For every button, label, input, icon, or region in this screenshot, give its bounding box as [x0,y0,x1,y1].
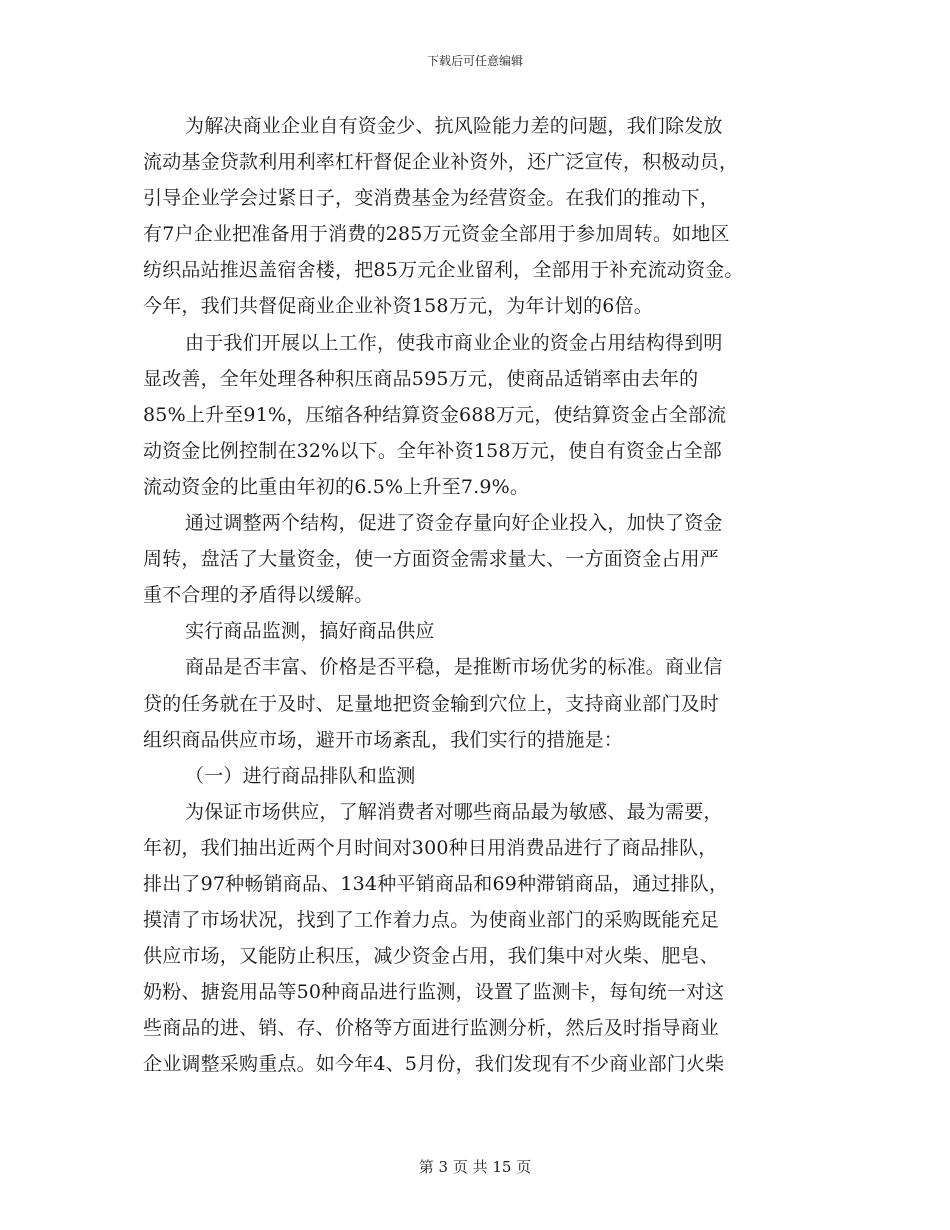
text-line: 流动基金贷款利用利率杠杆督促企业补资外，还广泛宣传，积极动员， [143,151,739,174]
text-line: 些商品的进、销、存、价格等方面进行监测分析，然后及时指导商业 [143,1017,720,1040]
text-line: 年初，我们抽出近两个月时间对300种日用消费品进行了商品排队， [143,836,718,859]
page-header-note: 下载后可任意编辑 [426,54,523,68]
text-line: 流动资金的比重由年初的6.5%上升至7.9%。 [143,475,530,498]
text-line: 周转，盘活了大量资金，使一方面资金需求量大、一方面资金占用严 [143,548,720,571]
text-line: 为解决商业企业自有资金少、抗风险能力差的问题，我们除发放 [185,115,723,137]
text-line: 企业调整采购重点。如今年4、5月份，我们发现有不少商业部门火柴 [143,1053,725,1076]
text-line: 85%上升至91%，压缩各种结算资金688万元，使结算资金占全部流 [143,403,727,426]
text-line: 今年，我们共督促商业企业补资158万元，为年计划的6倍。 [143,295,653,318]
text-line: 引导企业学会过紧日子，变消费基金为经营资金。在我们的推动下， [143,187,720,210]
document-body [143,108,813,1083]
text-line: 纺织品站推迟盖宿舍楼，把85万元企业留利，全部用于补充流动资金。 [143,259,744,282]
text-line: 商品是否丰富、价格是否平稳，是推断市场优劣的标准。商业信 [185,656,723,679]
text-line: 动资金比例控制在32%以下。全年补资158万元，使自有资金占全部 [143,439,722,462]
text-line: 组织商品供应市场，避开市场紊乱，我们实行的措施是： [143,728,624,751]
text-line: （一）进行商品排队和监测 [185,764,416,787]
text-line: 摸清了市场状况，找到了工作着力点。为使商业部门的采购既能充足 [143,909,720,932]
page-number: 第 3 页 共 15 页 [418,1158,532,1176]
text-line: 显改善，全年处理各种积压商品595万元，使商品适销率由去年的 [143,367,699,390]
text-line: 通过调整两个结构，促进了资金存量向好企业投入，加快了资金 [185,512,723,535]
text-line: 为保证市场供应，了解消费者对哪些商品最为敏感、最为需要， [185,800,723,823]
text-line: 排出了97种畅销商品、134种平销商品和69种滞销商品，通过排队， [143,872,729,895]
text-line: 由于我们开展以上工作，使我市商业企业的资金占用结构得到明 [185,331,723,354]
text-line: 供应市场，又能防止积压，减少资金占用，我们集中对火柴、肥皂、 [143,945,720,968]
text-line: 实行商品监测，搞好商品供应 [185,620,435,643]
text-line: 重不合理的矛盾得以缓解。 [143,584,374,607]
text-line: 贷的任务就在于及时、足量地把资金输到穴位上，支持商业部门及时 [143,692,720,715]
text-line: 奶粉、搪瓷用品等50种商品进行监测，设置了监测卡，每旬统一对这 [143,981,725,1004]
text-line: 有7户企业把准备用于消费的285万元资金全部用于参加周转。如地区 [143,223,730,246]
